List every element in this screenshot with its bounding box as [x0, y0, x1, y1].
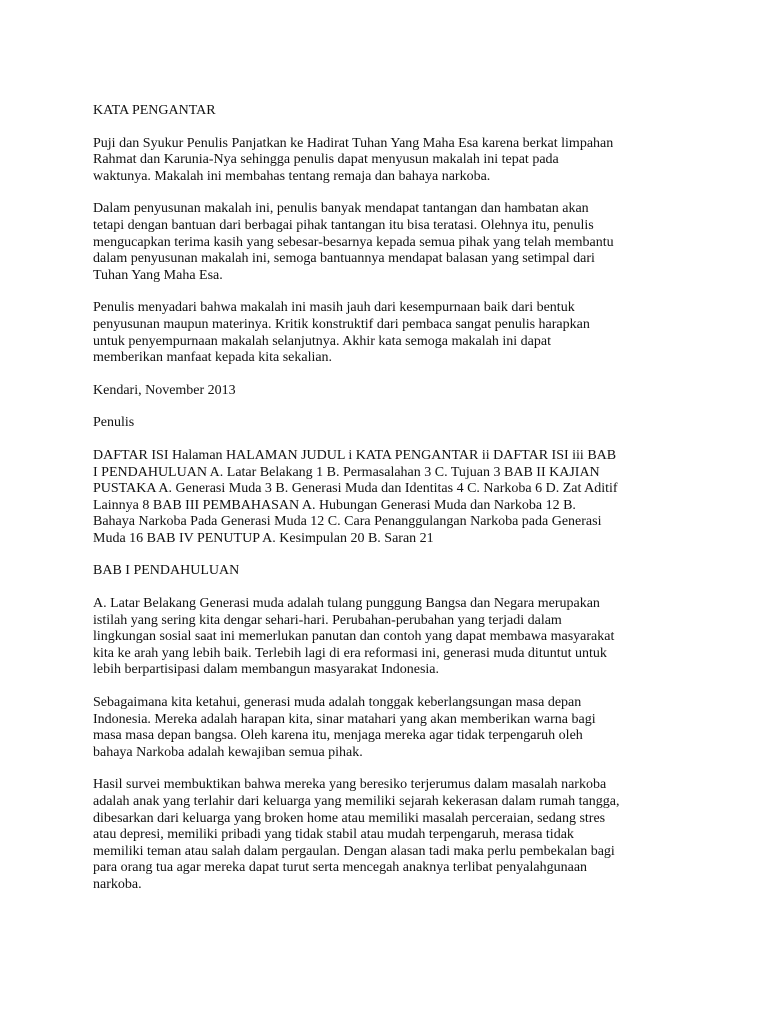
chapter-paragraph-2 [93, 695, 683, 761]
paragraph-line: tetapi dengan bantuan dari berbagai pihak tantangan itu bisa teratasi. Olehnya itu, penulis [93, 217, 594, 233]
paragraph-line: masa masa depan bangsa. Oleh karena itu, menjaga mereka agar tidak terpengaruh oleh [93, 728, 583, 744]
paragraph-line: Rahmat dan Karunia-Nya sehingga penulis dapat menyusun makalah ini tepat pada [93, 152, 559, 168]
paragraph-line: lingkungan sosial saat ini memerlukan panutan dan contoh yang dapat membawa masyarakat [93, 629, 615, 645]
place-date [93, 383, 683, 400]
place-date-text: Kendari, November 2013 [93, 382, 236, 398]
toc-line: I PENDAHULUAN A. Latar Belakang 1 B. Permasalahan 3 C. Tujuan 3 BAB II KAJIAN [93, 464, 600, 480]
chapter-paragraph-3 [93, 777, 683, 893]
paragraph-line: Puji dan Syukur Penulis Panjatkan ke Hadirat Tuhan Yang Maha Esa karena berkat limpahan [93, 135, 614, 151]
paragraph-line: Hasil survei membuktikan bahwa mereka yang beresiko terjerumus dalam masalah narkoba [93, 777, 607, 793]
paragraph-line: Indonesia. Mereka adalah harapan kita, sinar matahari yang akan memberikan warna bagi [93, 711, 596, 727]
paragraph-line: Sebagaimana kita ketahui, generasi muda adalah tonggak keberlangsungan masa depan [93, 695, 582, 711]
signature [93, 415, 683, 432]
paragraph-line: memberikan manfaat kepada kita sekalian. [93, 350, 333, 366]
paragraph-line: lebih berpartisipasi dalam membangun masyarakat Indonesia. [93, 662, 440, 678]
paragraph-line: istilah yang sering kita dengar sehari-hari. Perubahan-perubahan yang terjadi dalam [93, 612, 562, 628]
paragraph-line: kita ke arah yang lebih baik. Terlebih lagi di era reformasi ini, generasi muda dituntut untuk [93, 645, 607, 661]
toc-line: DAFTAR ISI Halaman HALAMAN JUDUL i KATA PENGANTAR ii DAFTAR ISI iii BAB [93, 447, 617, 463]
document-title [93, 103, 683, 120]
table-of-contents [93, 448, 683, 548]
toc-line: Bahaya Narkoba Pada Generasi Muda 12 C. Cara Penanggulangan Narkoba pada Generasi [93, 514, 602, 530]
paragraph-line: memiliki teman atau salah dalam pergaulan. Dengan alasan tadi maka perlu pembekalan bagi [93, 843, 615, 859]
intro-paragraph-1 [93, 136, 683, 186]
chapter-heading-text: BAB I PENDAHULUAN [93, 563, 240, 579]
document-page [93, 103, 683, 910]
paragraph-line: Penulis menyadari bahwa makalah ini masih jauh dari kesempurnaan baik dari bentuk [93, 300, 575, 316]
paragraph-line: para orang tua agar mereka dapat turut serta mencegah anaknya terlibat penyalahgunaan [93, 860, 588, 876]
toc-line: Lainnya 8 BAB III PEMBAHASAN A. Hubungan Generasi Muda dan Narkoba 12 B. [93, 497, 576, 513]
intro-paragraph-3 [93, 300, 683, 366]
paragraph-line: Dalam penyusunan makalah ini, penulis banyak mendapat tantangan dan hambatan akan [93, 201, 589, 217]
paragraph-line: narkoba. [93, 876, 142, 892]
signature-text: Penulis [93, 415, 135, 431]
paragraph-line: dalam penyusunan makalah ini, semoga bantuannya mendapat balasan yang setimpal dari [93, 251, 595, 267]
paragraph-line: untuk penyempurnaan makalah selanjutnya. Akhir kata semoga makalah ini dapat [93, 333, 551, 349]
paragraph-line: atau depresi, memiliki pribadi yang tidak stabil atau mudah terpengaruh, merasa tidak [93, 827, 574, 843]
paragraph-line: bahaya Narkoba adalah kewajiban semua pihak. [93, 744, 363, 760]
paragraph-line: penyusunan maupun materinya. Kritik konstruktif dari pembaca sangat penulis harapkan [93, 316, 590, 332]
intro-paragraph-2 [93, 201, 683, 284]
chapter-paragraph-1 [93, 596, 683, 679]
title-text: KATA PENGANTAR [93, 103, 216, 118]
paragraph-line: A. Latar Belakang Generasi muda adalah tulang punggung Bangsa dan Negara merupakan [93, 596, 600, 612]
toc-line: PUSTAKA A. Generasi Muda 3 B. Generasi Muda dan Identitas 4 C. Narkoba 6 D. Zat Aditif [93, 481, 618, 497]
paragraph-line: adalah anak yang terlahir dari keluarga yang memiliki sejarah kekerasan dalam rumah tangga, [93, 794, 620, 809]
paragraph-line: dibesarkan dari keluarga yang broken home atau memiliki masalah perceraian, sedang stres [93, 810, 606, 826]
chapter-heading [93, 563, 683, 580]
toc-line: Muda 16 BAB IV PENUTUP A. Kesimpulan 20 B. Saran 21 [93, 530, 434, 546]
paragraph-line: waktunya. Makalah ini membahas tentang remaja dan bahaya narkoba. [93, 168, 491, 184]
paragraph-line: mengucapkan terima kasih yang sebesar-besarnya kepada semua pihak yang telah membantu [93, 234, 614, 250]
paragraph-line: Tuhan Yang Maha Esa. [93, 267, 223, 283]
